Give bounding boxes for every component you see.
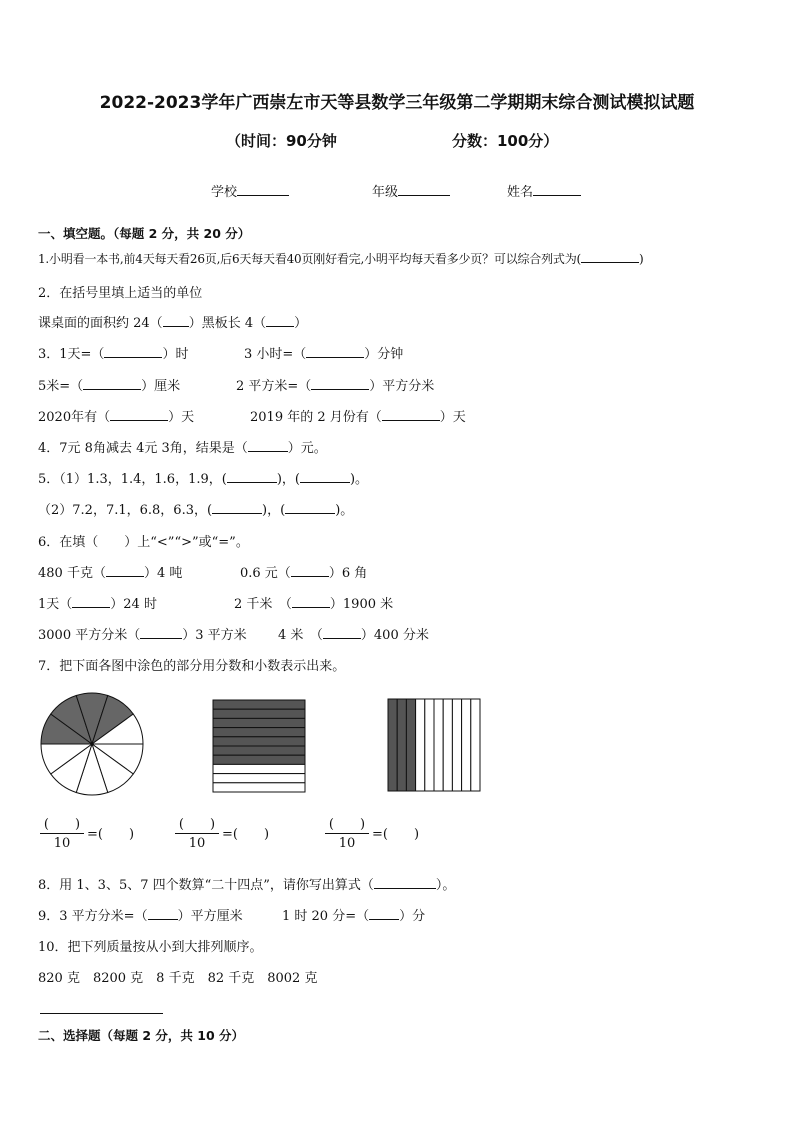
column: [452, 699, 461, 791]
answer-blank: [104, 345, 162, 358]
stripe-shaded: [213, 746, 305, 755]
question-6: 6．在填（ ）上“<”“>”或“=”。: [38, 535, 249, 550]
paren: (: [97, 827, 103, 842]
q3-text: ）分钟: [364, 347, 404, 362]
paren: ): [128, 827, 135, 842]
q6-text: 4 米 （: [278, 628, 323, 643]
answer-blank: [285, 501, 335, 514]
question-2: 2．在括号里填上适当的单位: [38, 286, 203, 301]
question-7: 7．把下面各图中涂色的部分用分数和小数表示出来。: [38, 659, 346, 674]
answer-blank: [291, 564, 329, 577]
question-9: [38, 905, 243, 924]
fraction-3: [325, 816, 369, 852]
q6-text: 3000 平方分米（: [38, 628, 141, 643]
stripe-shaded: [213, 755, 305, 764]
q5-text: )，(: [262, 503, 286, 518]
q3-text: 5米=（: [38, 379, 84, 394]
question-2-part-b: ）黑板长 4（: [188, 316, 267, 331]
answer-blank: [374, 876, 436, 889]
paren: (: [232, 827, 238, 842]
q6-text: ）6 角: [328, 566, 368, 581]
name-label: 姓名: [507, 185, 534, 200]
answer-blank: [323, 626, 361, 639]
q9-text: 1 时 20 分=（: [282, 909, 370, 924]
answer-blank: [148, 907, 178, 920]
fraction-2-denominator: 10: [188, 836, 206, 851]
column-shaded: [388, 699, 397, 791]
question-6-row-1b: [240, 562, 367, 581]
q6-text: ）1900 米: [329, 597, 394, 612]
stripe: [213, 783, 305, 792]
fraction-bar: [175, 833, 219, 834]
fraction-2-numerator: [175, 816, 219, 833]
q5-text: （2）7.2，7.1，6.8，6.3，(: [38, 503, 213, 518]
column-shaded: [406, 699, 415, 791]
equals-sign: =: [222, 827, 233, 842]
q6-text: 480 千克（: [38, 566, 106, 581]
answer-blank: [266, 314, 294, 327]
paren: ): [210, 817, 216, 832]
q3-text: ）天: [439, 410, 466, 425]
q5-text: 5．（1）1.3，1.4，1.6，1.9，(: [38, 472, 227, 487]
column: [462, 699, 471, 791]
fraction-bar: [40, 833, 84, 834]
question-2-line: [38, 312, 307, 331]
question-9-part-b: [282, 905, 425, 924]
fraction-2: [175, 816, 219, 852]
q6-text: ）3 平方米: [182, 628, 247, 643]
name-blank: [533, 183, 581, 196]
q3-text: 3 小时=（: [244, 347, 307, 362]
answer-blank: [369, 907, 399, 920]
fraction-3-numerator: [325, 816, 369, 833]
answer-blank: [140, 626, 182, 639]
answer-blank: [110, 408, 168, 421]
question-3-row-2b: [236, 375, 434, 394]
answer-blank: [163, 314, 189, 327]
q3-text: 3．1天=（: [38, 347, 105, 362]
paren: ): [263, 827, 270, 842]
answer-blank: [306, 345, 364, 358]
q6-text: ）400 分米: [360, 628, 429, 643]
q5-text: )。: [349, 472, 369, 487]
question-1: [38, 250, 643, 267]
stripe-shaded: [213, 718, 305, 727]
equals-sign: =: [372, 827, 383, 842]
paren: ): [360, 817, 366, 832]
q9-text: ）分: [399, 909, 426, 924]
answer-blank: [382, 408, 440, 421]
paren: (: [328, 817, 334, 832]
answer-blank: [83, 377, 141, 390]
q3-text: 2020年有（: [38, 410, 111, 425]
answer-blank: [72, 595, 110, 608]
column: [443, 699, 452, 791]
question-1-close: ): [639, 252, 644, 266]
school-blank: [237, 183, 289, 196]
question-6-row-1a: [38, 562, 182, 581]
question-3-row-3a: [38, 406, 194, 425]
grade-label: 年级: [372, 185, 399, 200]
q3-text: ）时: [162, 347, 189, 362]
fraction-1: [40, 816, 84, 852]
grade-field: [372, 181, 450, 200]
stripe-shaded: [213, 737, 305, 746]
fraction-bar: [325, 833, 369, 834]
answer-blank: [300, 470, 350, 483]
answer-blank: [581, 250, 639, 263]
answer-blank: [248, 439, 288, 452]
q4-text: 4．7元 8角减去 4元 3角，结果是（: [38, 441, 248, 456]
equals-sign: =: [87, 827, 98, 842]
question-5-row-1: [38, 468, 368, 487]
equals-decimal-2: [222, 827, 269, 842]
answer-blank: [311, 377, 369, 390]
equals-decimal-1: [87, 827, 134, 842]
q9-text: ）平方厘米: [177, 909, 243, 924]
question-6-row-3b: [278, 624, 429, 643]
paren: (: [178, 817, 184, 832]
question-6-row-2b: [234, 593, 393, 612]
q3-text: ）天: [168, 410, 195, 425]
paren: (: [43, 817, 49, 832]
section-2-heading: 二、选择题（每题 2 分，共 10 分）: [38, 1028, 245, 1043]
column: [416, 699, 425, 791]
q6-text: ）4 吨: [143, 566, 183, 581]
columns-figure: [386, 697, 482, 793]
answer-blank: [212, 501, 262, 514]
question-6-row-2a: [38, 593, 157, 612]
answer-blank: [292, 595, 330, 608]
question-3-row-2a: [38, 375, 180, 394]
fraction-1-denominator: 10: [53, 836, 71, 851]
stripe-shaded: [213, 728, 305, 737]
q9-text: 9．3 平方分米=（: [38, 909, 148, 924]
school-label: 学校: [211, 185, 238, 200]
question-4: [38, 437, 327, 456]
equals-decimal-3: [372, 827, 419, 842]
q8-text: 8．用 1、3、5、7 四个数算“二十四点”，请你写出算式（: [38, 878, 374, 893]
question-6-row-3a: [38, 624, 247, 643]
q4-text: ）元。: [287, 441, 327, 456]
time-limit: （时间：90分钟: [226, 132, 337, 150]
section-1-heading: 一、填空题。（每题 2 分，共 20 分）: [38, 226, 251, 241]
stripe-shaded: [213, 700, 305, 709]
paren: ): [75, 817, 81, 832]
paren: ): [413, 827, 420, 842]
q3-text: ）平方分米: [369, 379, 435, 394]
q3-text: ）厘米: [141, 379, 181, 394]
column: [434, 699, 443, 791]
q5-text: )，(: [276, 472, 300, 487]
q6-text: 2 千米 （: [234, 597, 292, 612]
question-10: 10．把下列质量按从小到大排列顺序。: [38, 940, 263, 955]
question-8: [38, 874, 455, 893]
q5-text: )。: [335, 503, 354, 518]
q8-text: ）。: [435, 878, 456, 893]
column: [471, 699, 480, 791]
question-10-items: 820 克 8200 克 8 千克 82 千克 8002 克: [38, 971, 318, 986]
stripe-shaded: [213, 709, 305, 718]
pie-figure: [38, 690, 146, 798]
q3-text: 2 平方米=（: [236, 379, 312, 394]
q3-text: 2019 年的 2 月份有（: [250, 410, 382, 425]
question-3-row-1b: [244, 343, 403, 362]
page-title: 2022-2023学年广西崇左市天等县数学三年级第二学期期末综合测试模拟试题: [99, 93, 695, 113]
school-field: [211, 181, 289, 200]
answer-blank: [227, 470, 277, 483]
question-2-part-a: 课桌面的面积约 24（: [38, 316, 163, 331]
total-score: 分数：100分）: [452, 132, 559, 150]
q6-text: 0.6 元（: [240, 566, 291, 581]
question-3-row-3b: [250, 406, 466, 425]
answer-blank: [106, 564, 144, 577]
divider-line: [40, 1013, 163, 1014]
q6-text: ）24 时: [110, 597, 157, 612]
question-5-row-2: [38, 499, 353, 518]
paren: (: [382, 827, 388, 842]
question-1-text: 1.小明看一本书,前4天每天看26页,后6天每天看40页刚好看完,小明平均每天看多少页？可以综合列式为(: [38, 252, 581, 266]
question-3-row-1a: [38, 343, 188, 362]
fraction-1-numerator: [40, 816, 84, 833]
grade-blank: [398, 183, 450, 196]
stripes-figure: [211, 698, 307, 794]
name-field: [507, 181, 581, 200]
column-shaded: [397, 699, 406, 791]
question-2-part-c: ）: [294, 316, 308, 331]
stripe: [213, 774, 305, 783]
fraction-3-denominator: 10: [338, 836, 356, 851]
stripe: [213, 764, 305, 773]
q6-text: 1天（: [38, 597, 73, 612]
column: [425, 699, 434, 791]
